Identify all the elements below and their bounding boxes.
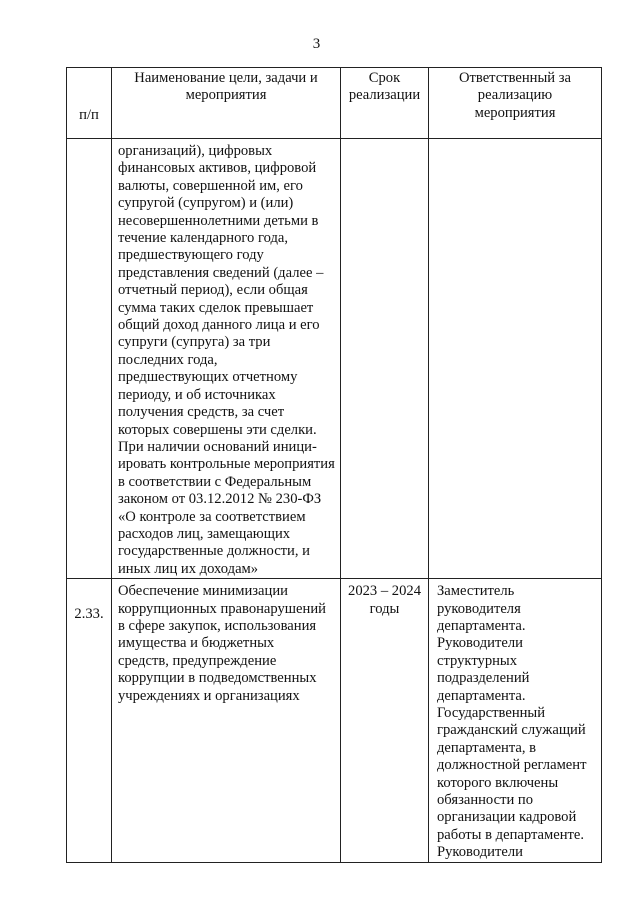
- header-responsible: [429, 68, 602, 139]
- text-line: организаций), цифровых: [118, 143, 273, 159]
- text-line: организации кадровой: [437, 809, 577, 826]
- table-row: [67, 579, 602, 863]
- row-number-cell: [67, 579, 112, 863]
- text-line: государственные должности, и: [118, 543, 310, 560]
- text-line: Заместитель: [437, 583, 515, 600]
- text-line: обязанности по: [437, 792, 534, 809]
- row-responsible-text: [429, 579, 601, 862]
- text-line: общий доход данного лица и его: [118, 317, 320, 334]
- text-line: реализации: [348, 87, 421, 104]
- header-term: [341, 68, 429, 139]
- text-line: руководителя: [437, 600, 521, 617]
- text-line: структурных: [437, 652, 518, 669]
- text-line: департамента, в: [437, 739, 537, 756]
- header-name: [112, 68, 341, 139]
- text-line: иных лиц их доходам»: [118, 560, 259, 577]
- row-term-text: [341, 139, 428, 143]
- text-line: средств, предупреждение: [118, 652, 277, 669]
- row-responsible-cell: [429, 139, 602, 579]
- text-line: сумма таких сделок превышает: [118, 299, 314, 316]
- text-line: департамента.: [437, 617, 526, 634]
- row-responsible-text: [429, 139, 601, 143]
- text-line: которого включены: [437, 774, 559, 791]
- text-line: законом от 03.12.2012 № 230-ФЗ: [118, 491, 322, 508]
- text-line: Государственный: [437, 705, 546, 721]
- table-header-row: [67, 68, 602, 139]
- row-number: [67, 139, 111, 166]
- row-name-cell: [112, 579, 341, 863]
- text-line: Наименование цели, задачи и: [134, 70, 318, 86]
- text-line: супруги (супруга) за три: [118, 334, 271, 351]
- text-line: работы в департаменте.: [437, 826, 585, 843]
- row-name-cell: [112, 139, 341, 579]
- text-line: реализацию: [477, 87, 553, 104]
- text-line: предшествующих отчетному: [118, 369, 298, 386]
- text-line: Руководители: [437, 635, 523, 652]
- text-line: валюты, совершенной им, его: [118, 177, 303, 194]
- row-term-cell: [341, 579, 429, 863]
- header-responsible-text: [429, 70, 601, 122]
- text-line: отчетный период), если общая: [118, 282, 308, 299]
- row-responsible-cell: [429, 579, 602, 863]
- text-line: финансовых активов, цифровой: [118, 160, 317, 177]
- row-term-text: [341, 579, 428, 618]
- text-line: которых совершены эти сделки.: [118, 421, 317, 438]
- text-line: мероприятия: [474, 104, 556, 121]
- text-line: коррупции в подведомственных: [118, 670, 317, 687]
- text-line: представления сведений (далее –: [118, 264, 324, 281]
- text-line: расходов лиц, замещающих: [118, 525, 291, 542]
- row-name-text: [112, 139, 340, 578]
- header-number: п/п: [67, 68, 112, 139]
- text-line: При наличии оснований иници-: [118, 438, 317, 455]
- table-row: [67, 139, 602, 579]
- text-line: получения средств, за счет: [118, 404, 285, 421]
- row-number-cell: [67, 139, 112, 579]
- text-line: 2023 – 2024: [348, 583, 421, 600]
- text-line: коррупционных правонарушений: [118, 600, 326, 617]
- text-line: предшествующего году: [118, 247, 264, 264]
- row-term-cell: [341, 139, 429, 579]
- header-name-text: [112, 70, 340, 105]
- text-line: имущества и бюджетных: [118, 635, 275, 652]
- text-line: департамента.: [437, 687, 526, 704]
- text-line: «О контроле за соответствием: [118, 508, 306, 525]
- text-line: гражданский служащий: [437, 722, 586, 739]
- text-line: учреждениях и организациях: [118, 687, 300, 704]
- measures-table: [66, 67, 602, 863]
- text-line: последних года,: [118, 351, 218, 368]
- text-line: супругой (супругом) и (или): [118, 195, 294, 212]
- text-line: должностной регламент: [437, 757, 587, 774]
- row-name-text: [112, 579, 340, 705]
- header-term-text: [341, 70, 428, 105]
- text-line: Срок: [368, 70, 401, 86]
- text-line: течение календарного года,: [118, 230, 289, 247]
- text-line: ировать контрольные мероприятия: [118, 456, 335, 473]
- text-line: в сфере закупок, использования: [118, 617, 317, 634]
- text-line: Руководители: [437, 844, 523, 861]
- row-number: 2.33.: [74, 606, 104, 623]
- text-line: периоду, и об источниках: [118, 386, 276, 403]
- text-line: подразделений: [437, 670, 530, 687]
- text-line: в соответствии с Федеральным: [118, 473, 312, 490]
- text-line: Обеспечение минимизации: [118, 583, 288, 600]
- page-number: 3: [312, 36, 321, 52]
- text-line: годы: [369, 600, 400, 617]
- text-line: несовершеннолетними детьми в: [118, 212, 319, 229]
- text-line: Ответственный за: [458, 70, 572, 86]
- text-line: мероприятия: [185, 87, 267, 104]
